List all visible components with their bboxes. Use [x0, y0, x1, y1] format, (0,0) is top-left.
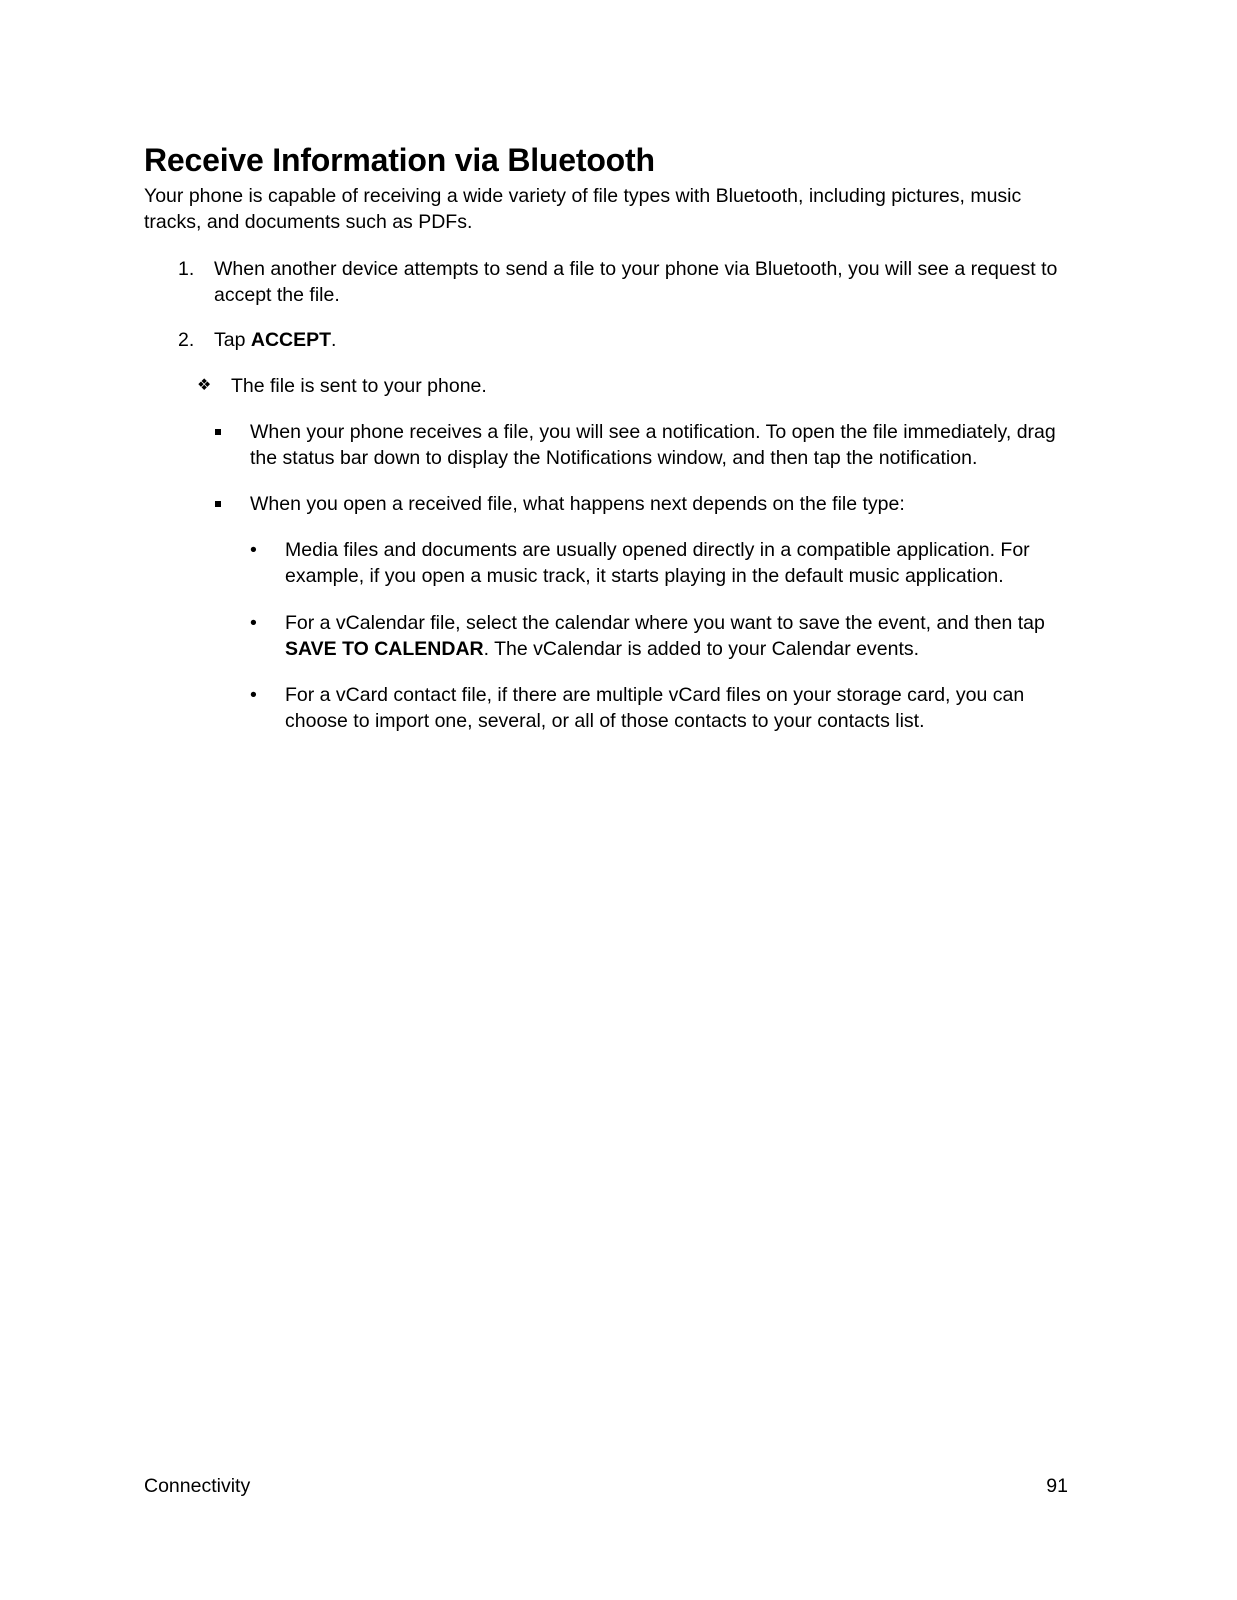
page-title: Receive Information via Bluetooth: [144, 142, 655, 178]
result-text: The file is sent to your phone.: [231, 375, 487, 397]
file-type-text: For a vCard contact file, if there are multiple vCard files on your storage card, you can choose to import one, several, or all of those contacts to your contacts list.: [285, 684, 1025, 732]
save-to-calendar-label: SAVE TO CALENDAR: [285, 638, 484, 660]
step-text-suffix: .: [331, 329, 337, 351]
detail-text: When you open a received file, what happens next depends on the file type:: [250, 493, 905, 515]
step-number: 1.: [178, 258, 195, 280]
step-text: When another device attempts to send a file to your phone via Bluetooth, you will see a request to accept the file.: [214, 258, 1058, 306]
step-text: [214, 327, 1074, 353]
intro-paragraph: Your phone is capable of receiving a wide variety of file types with Bluetooth, including pictures, music tracks, and documents such as PDFs.: [144, 185, 1022, 233]
accept-label: ACCEPT: [250, 329, 332, 351]
square-bullet-icon: [215, 429, 221, 435]
round-bullet-icon: •: [250, 684, 257, 706]
step-number: 2.: [178, 329, 195, 351]
file-type-text-suffix: . The vCalendar is added to your Calendar events.: [483, 638, 920, 660]
round-bullet-icon: •: [250, 539, 257, 561]
file-type-text-prefix: For a vCalendar file, select the calendar where you want to save the event, and then tap: [285, 612, 1045, 634]
page-number: 91: [1046, 1475, 1068, 1497]
file-type-text: Media files and documents are usually opened directly in a compatible application. For example, if you open a music track, it starts playing in the default music application.: [285, 539, 1030, 587]
file-type-text: [285, 610, 1075, 662]
footer-section: Connectivity: [144, 1475, 251, 1497]
step-text-prefix: Tap: [214, 329, 251, 351]
round-bullet-icon: •: [250, 612, 257, 634]
square-bullet-icon: [215, 501, 221, 507]
diamond-bullet-icon: ❖: [197, 377, 212, 394]
detail-text: When your phone receives a file, you will see a notification. To open the file immediately, drag the status bar down to display the Notifications window, and then tap the notification.: [250, 421, 1056, 469]
